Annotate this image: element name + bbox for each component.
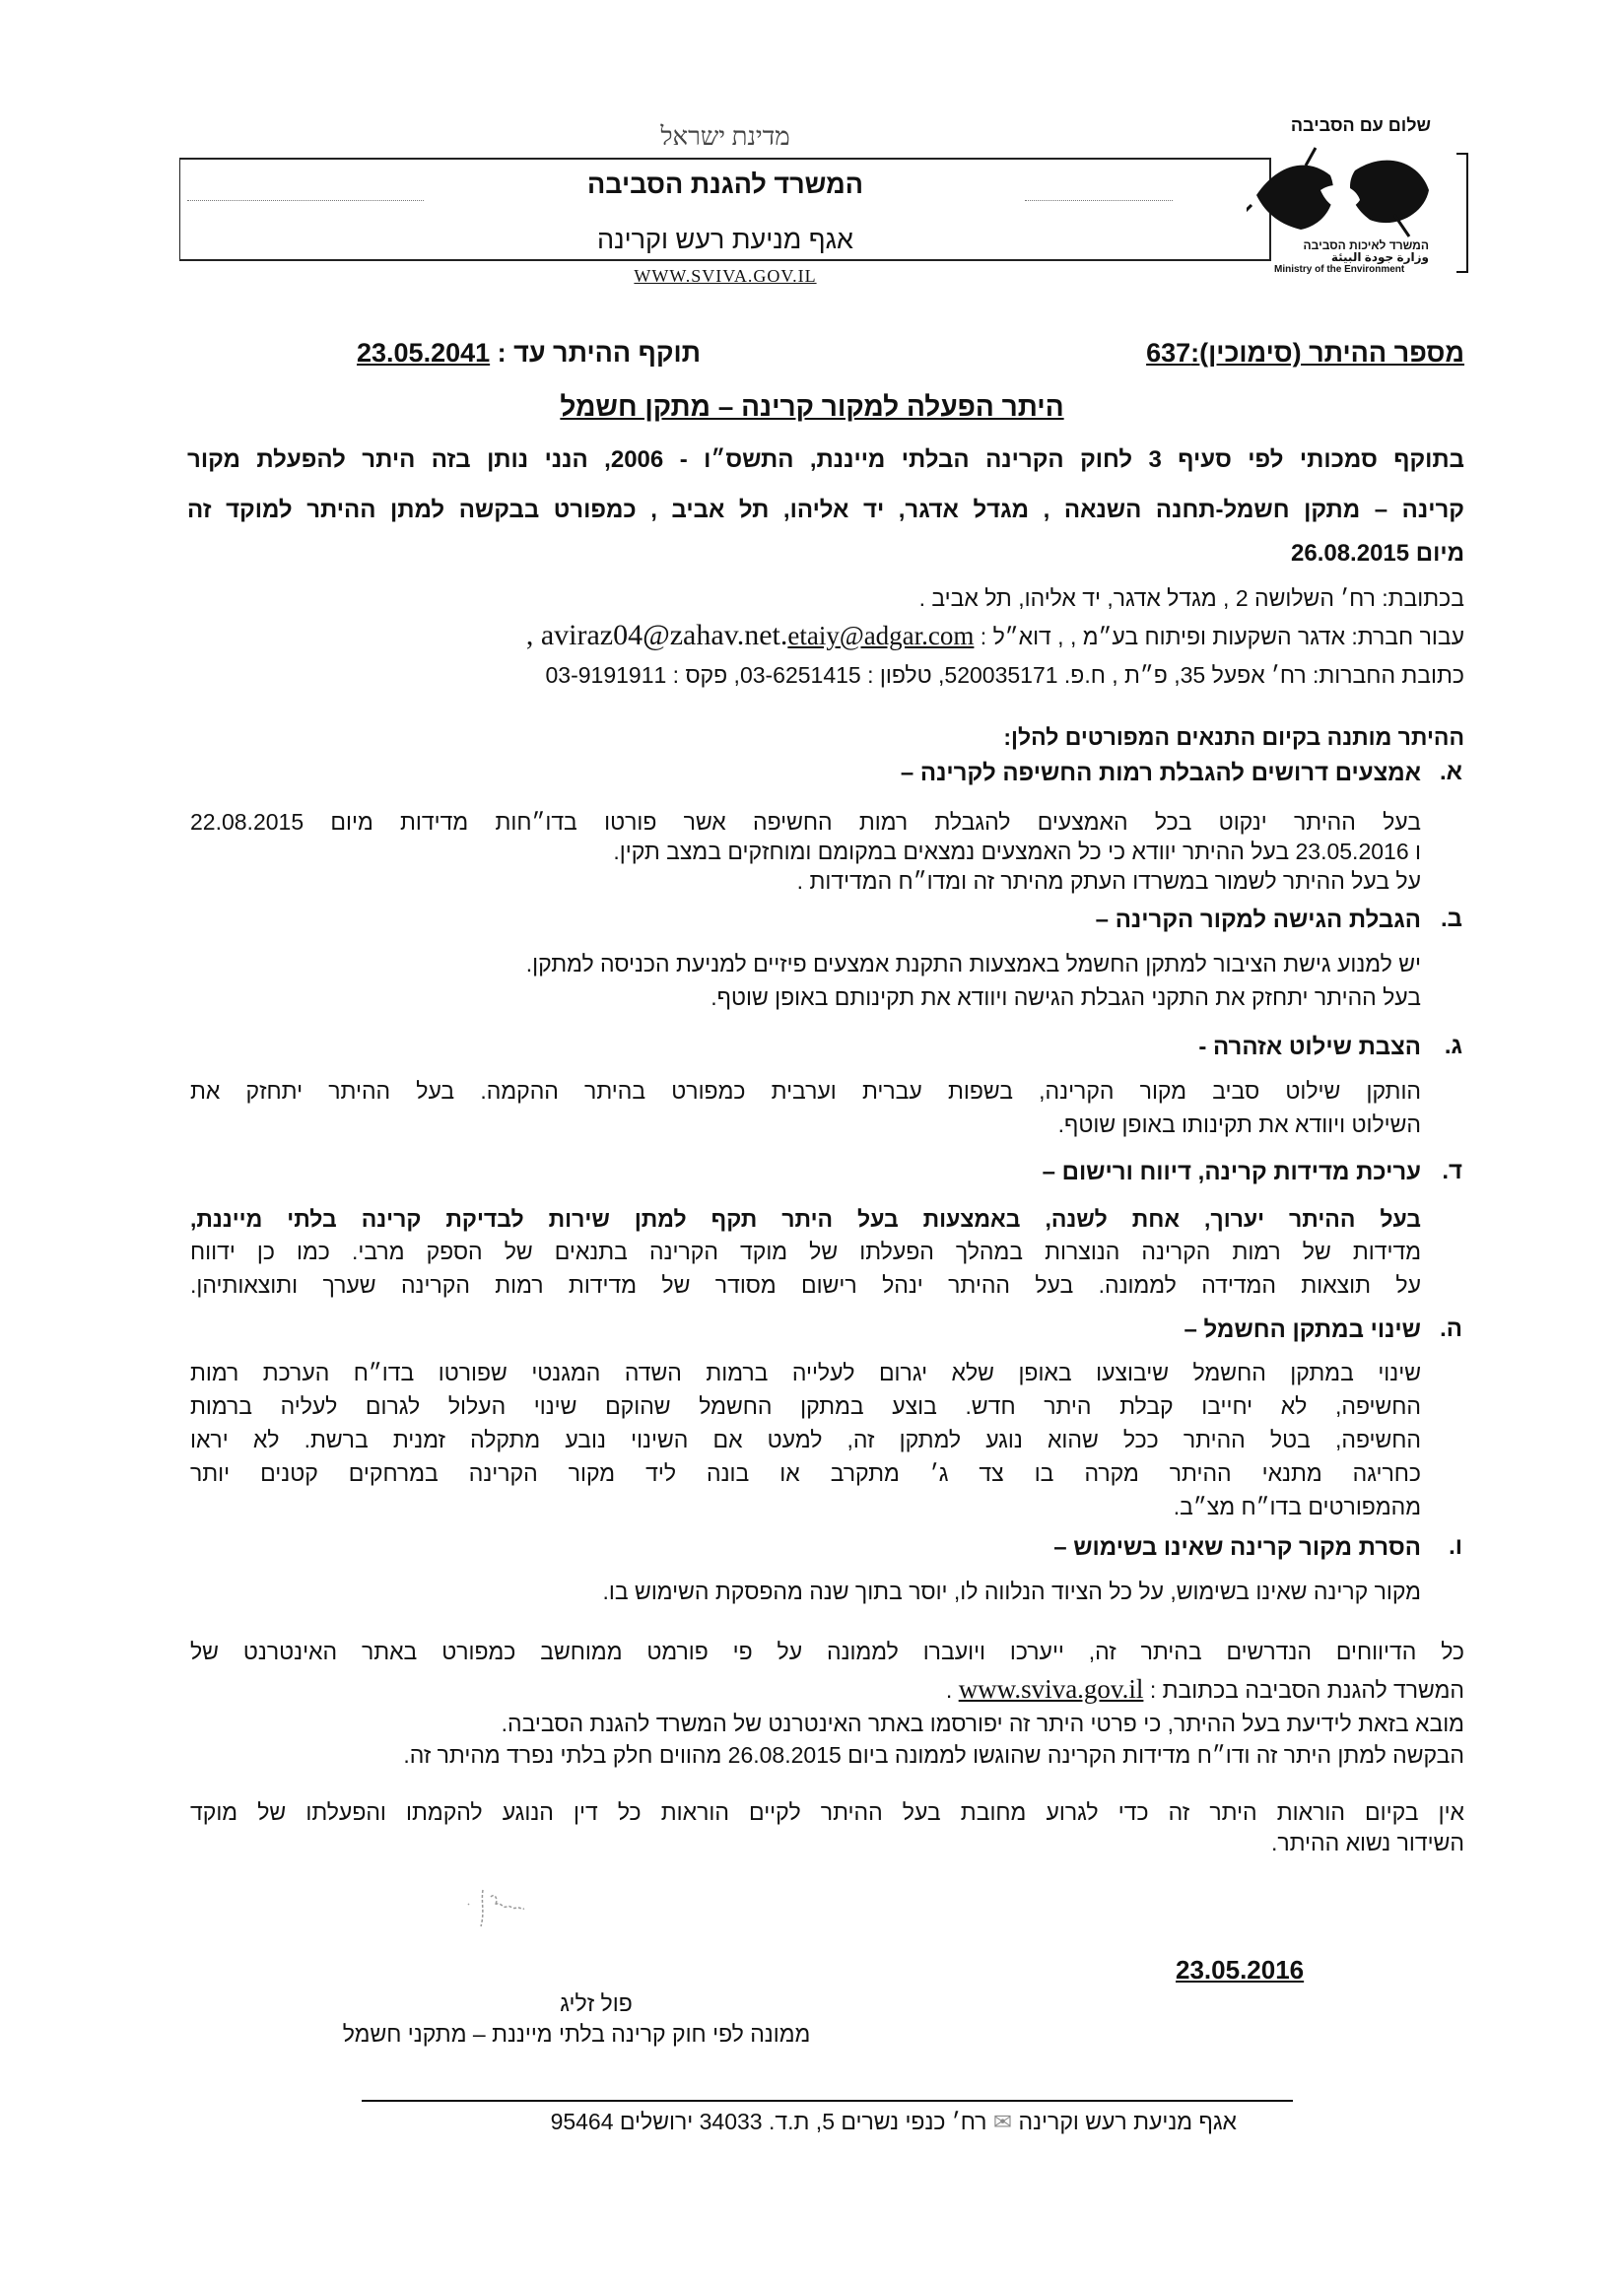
section-body-line: יש למנוע גישת הציבור למתקן החשמל באמצעות התקנת אמצעים פיזיים למניעת הכניסה למתקן. <box>525 951 1421 976</box>
intro-line: מיום 26.08.2015 <box>1291 540 1464 567</box>
permit-number-label: מספר ההיתר (סימוכין) <box>1199 338 1464 368</box>
logo-text-he: המשרד לאיכות הסביבה <box>1303 238 1429 252</box>
validity-date: 23.05.2041 <box>357 338 491 368</box>
intro-line: קרינה – מתקן חשמל-תחנה השנאה , מגדל אדגר, יד אליהו, תל אביב , כמפורט בבקשה למתן ההיתר למוקד זה <box>187 497 1464 523</box>
signatory-title: ממונה לפי חוק קרינה בלתי מייננת – מתקני חשמל <box>342 2021 811 2047</box>
section-letter: ד. <box>1442 1158 1462 1184</box>
company-address: כתובת החברות: רח׳ אפעל 35, פ״ת , ח.פ. 520035171, טלפון : 03-6251415, פקס : 03-9191911 <box>545 662 1464 688</box>
signature-date: 23.05.2016 <box>1176 1955 1305 1985</box>
ministry-name: המשרד להגנת הסביבה <box>587 169 863 199</box>
footer-division: אגף מניעת רעש וקרינה <box>1018 2109 1237 2134</box>
section-body-line: מהמפורטים בדו״ח מצ״ב. <box>1173 1494 1421 1519</box>
section-body-line: על בעל ההיתר לשמור במשרדו העתק מהיתר זה ומדו״ח המדידות . <box>796 868 1421 894</box>
section-body-line: בעל ההיתר יערוך, אחת לשנה, באמצעות בעל היתר תקף למתן שירות לבדיקת קרינה בלתי מייננת, <box>190 1206 1421 1232</box>
reports-line: כל הדיווחים הנדרשים בהיתר זה, ייערכו ויועברו לממונה על פי פורמט ממוחשב כמפורט באתר האינטרנט של <box>190 1639 1464 1664</box>
email-link[interactable]: etaiy@adgar.com <box>787 621 975 650</box>
footer-postal: רח׳ כנפי נשרים 5, ת.ד. 34033 ירושלים 95464 <box>550 2109 987 2134</box>
section-body-line: שינוי במתקן החשמל שיבוצעו באופן שלא יגרום לעלייה ברמות השדה המגנטי שפורטו בדו״ח הערכת רמות <box>190 1360 1421 1385</box>
dotted-line <box>187 200 424 201</box>
logo-bracket <box>1456 153 1468 273</box>
reports-line <box>946 1674 1464 1705</box>
company-line <box>526 621 1464 651</box>
envelope-icon: ✉ <box>992 2109 1013 2134</box>
email-text: , aviraz04@zahav.net. <box>525 619 788 651</box>
section-heading: הצבת שילוט אזהרה - <box>1198 1034 1421 1060</box>
signature-scribble-icon <box>463 1882 572 1931</box>
validity-label: תוקף ההיתר עד : <box>497 338 701 368</box>
company-name: עבור חברת: אדגר השקעות ופיתוח בע״מ , , דוא״ל : <box>980 624 1464 649</box>
section-body-line: הותקן שילוט סביב מקור הקרינה, בשפות עברית וערבית כמפורט בהיתר ההקמה. בעל ההיתר יתחזק את <box>190 1078 1421 1104</box>
section-body-line: בעל ההיתר ינקוט בכל האמצעים להגבלת רמות החשיפה אשר פורטו בדו״חות מדידות מיום 22.08.2015 <box>190 809 1421 835</box>
law-line: השידור נשוא ההיתר. <box>1270 1830 1464 1855</box>
ministry-website: WWW.SVIVA.GOV.IL <box>634 266 817 286</box>
section-body-line: החשיפה, לא יחייבו קבלת היתר חדש. בוצע במתקן החשמל שהוקם שינוי העלול לגרום לעליה ברמות <box>190 1393 1421 1419</box>
dotted-line <box>1025 200 1173 201</box>
permit-title: היתר הפעלה למקור קרינה – מתקן חשמל <box>560 391 1064 422</box>
law-line: אין בקיום הוראות היתר זה כדי לגרוע מחובת בעל ההיתר לקיים הוראות כל דין הנוגע להקמתו והפעלתו של מוקד <box>190 1799 1464 1825</box>
conditions-intro: ההיתר מותנה בקיום התנאים המפורטים להלן: <box>1003 724 1464 750</box>
sviva-link[interactable]: www.sviva.gov.il <box>958 1674 1144 1704</box>
site-address: בכתובת: רח׳ השלושה 2 , מגדל אדגר, יד אליהו, תל אביב . <box>918 585 1464 611</box>
section-body-line: על תוצאות המדידה לממונה. בעל ההיתר ינהל רישום מסודר של מדידות רמות הקרינה שערך ותוצאותיהן. <box>190 1272 1421 1298</box>
signatory-name: פול זליג <box>560 1990 633 2016</box>
section-body-line: החשיפה, בטל ההיתר ככל שהוא נוגע למתקן זה, למעט אם השינוי נובע מתקלה זמנית ברשת. לא יראו <box>190 1427 1421 1452</box>
logo-slogan: שלום עם הסביבה <box>1290 115 1431 135</box>
section-heading: עריכת מדידות קרינה, דיווח ורישום – <box>1042 1159 1421 1185</box>
attachments-notice: הבקשה למתן היתר זה ודו״ח מדידות הקרינה שהוגשו לממונה ביום 26.08.2015 מהווים חלק בלתי נפרד מהיתר זה. <box>403 1742 1464 1768</box>
division-name: אגף מניעת רעש וקרינה <box>597 225 853 254</box>
permit-number-value: 637 <box>1146 338 1191 368</box>
footer-divider <box>362 2100 1293 2102</box>
ministry-logo-icon <box>1247 146 1444 239</box>
reports-end: . <box>945 1677 953 1703</box>
section-body-line: מדידות של רמות הקרינה הנוצרות במהלך הפעלתו של מוקד הקרינה בתנאים של הספק מרבי. כמו כן ידווח <box>190 1239 1421 1264</box>
section-heading: הגבלת הגישה למקור הקרינה – <box>1095 907 1421 933</box>
section-letter: ה. <box>1440 1315 1462 1342</box>
section-body-line: מקור קרינה שאינו בשימוש, על כל הציוד הנלווה לו, יוסר בתוך שנה מהפסקת השימוש בו. <box>602 1579 1421 1604</box>
permit-number: מספר ההיתר (סימוכין):637 <box>1146 338 1464 368</box>
section-body-line: בעל ההיתר יתחזק את התקני הגבלת הגישה ויוודא את תקינותם באופן שוטף. <box>710 984 1421 1010</box>
publication-notice: מובא בזאת לידיעת בעל ההיתר, כי פרטי היתר זה יפורסמו באתר האינטרנט של המשרד להגנת הסביבה. <box>501 1711 1464 1736</box>
section-letter: ו. <box>1449 1533 1462 1560</box>
section-body-line: השילוט ויוודא את תקינותו באופן שוטף. <box>1057 1111 1421 1137</box>
logo-text-en: Ministry of the Environment <box>1274 264 1405 275</box>
section-body-line: ו 23.05.2016 בעל ההיתר יוודא כי כל האמצעים נמצאים במקומם ומוחזקים במצב תקין. <box>613 839 1421 864</box>
intro-line: בתוקף סמכותי לפי סעיף 3 לחוק הקרינה הבלתי מייננת, התשס״ו - 2006, הנני נותן בזה היתר להפעלת מקור <box>187 446 1464 473</box>
reports-text: המשרד להגנת הסביבה בכתובת : <box>1149 1677 1464 1703</box>
section-heading: הסרת מקור קרינה שאינו בשימוש – <box>1053 1534 1421 1561</box>
section-letter: א. <box>1439 759 1462 785</box>
logo-text-ar: وزارة جودة البيئة <box>1330 250 1429 264</box>
footer-address <box>551 2107 1237 2136</box>
permit-validity <box>357 338 701 368</box>
section-letter: ג. <box>1444 1033 1462 1059</box>
section-heading: אמצעים דרושים להגבלת רמות החשיפה לקרינה – <box>900 760 1421 786</box>
section-letter: ב. <box>1440 906 1462 932</box>
section-heading: שינוי במתקן החשמל – <box>1184 1316 1421 1343</box>
section-body-line: כחריגה מתנאי ההיתר מקרה בו צד ג׳ מתקרב או בונה ליד מקור הקרינה במרחקים קטנים יותר <box>190 1460 1421 1486</box>
state-name: מדינת ישראל <box>660 122 790 151</box>
